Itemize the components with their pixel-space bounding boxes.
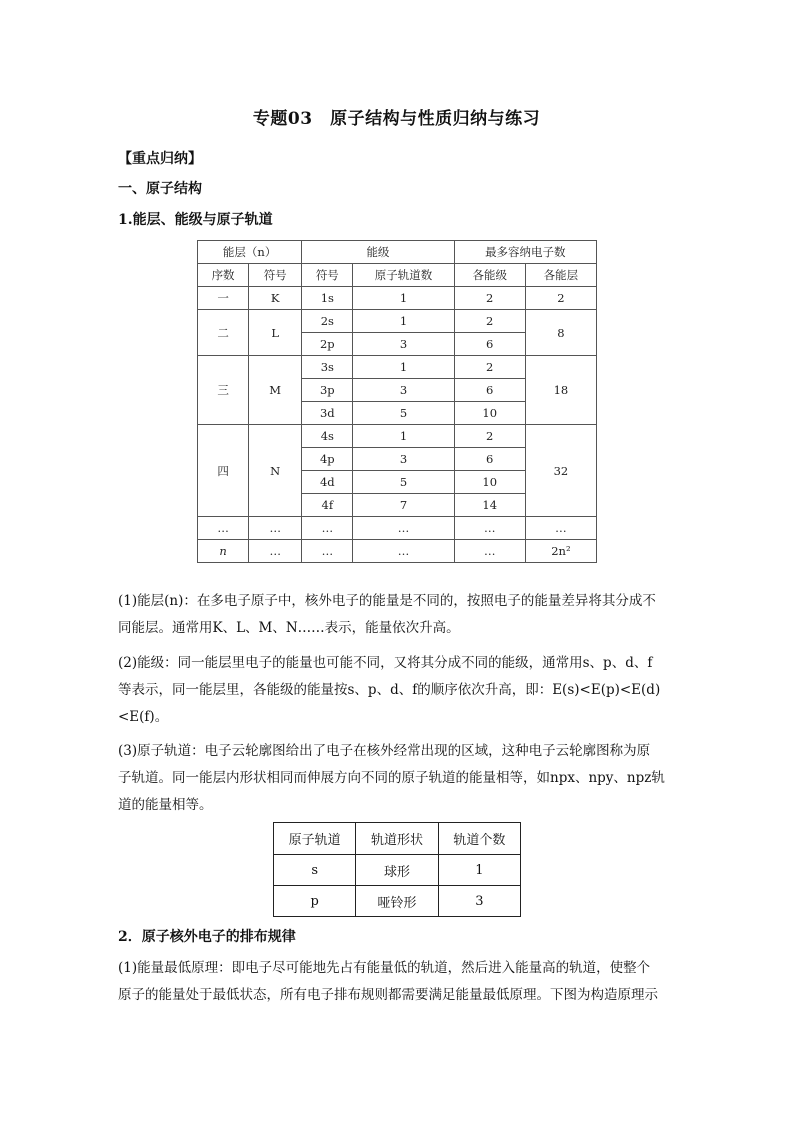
table-cell: M [249,356,302,425]
table-cell: 2s [302,310,353,333]
table-cell: 3s [302,356,353,379]
table-cell: 6 [454,333,525,356]
table-cell: 14 [454,494,525,517]
table-cell: L [249,310,302,356]
orbital-shape-table [273,822,521,917]
th-sym2: 符号 [302,264,353,287]
table-cell: … [353,517,454,540]
table-cell: 哑铃形 [356,886,438,917]
table-cell: 3 [353,333,454,356]
table-cell: 1 [438,855,520,886]
text-line: (3)原子轨道：电子云轮廓图给出了电子在核外经常出现的区域，这种电子云轮廓图称为原 [118,743,651,759]
table-cell: 四 [198,425,249,517]
table-cell: … [454,517,525,540]
table-cell: 1 [353,287,454,310]
table-cell: 6 [454,448,525,471]
paragraph-energy-layer [118,588,678,642]
table-cell: 3 [438,886,520,917]
th-layer: 能层（n） [198,241,302,264]
text-line: (1)能层(n)：在多电子原子中，核外电子的能量是不同的，按照电子的能量差异将其分成不 [118,593,656,609]
table-cell: 32 [525,425,596,517]
table-cell: p [274,886,356,917]
table-cell: 二 [198,310,249,356]
table-cell: … [198,517,249,540]
table-cell: N [249,425,302,517]
table-cell: 三 [198,356,249,425]
th-orbital: 原子轨道 [274,823,356,855]
th-count: 轨道个数 [438,823,520,855]
paragraph-atomic-orbital [118,738,678,819]
table-cell: 2 [454,356,525,379]
subsection-2-heading: 2．原子核外电子的排布规律 [118,929,296,945]
text-line: 道的能量相等。 [118,797,213,813]
table-cell: … [249,517,302,540]
table-cell: 2n² [525,540,596,563]
table-cell: 球形 [356,855,438,886]
paragraph-lowest-energy [118,955,678,1009]
table-cell: 18 [525,356,596,425]
table-cell: 1 [353,425,454,448]
text-line: 原子的能量处于最低状态，所有电子排布规则都需要满足能量最低原理。下图为构造原理示 [118,987,658,1003]
table-cell: 4p [302,448,353,471]
table-cell: 6 [454,379,525,402]
table-cell: 2 [454,310,525,333]
table-cell: K [249,287,302,310]
table-cell: 2p [302,333,353,356]
th-each-level: 各能级 [454,264,525,287]
table-cell: 8 [525,310,596,356]
text-line: <E(f)。 [118,709,169,725]
text-line: 等表示，同一能层里，各能级的能量按s、p、d、f的顺序依次升高，即：E(s)<E(p)<E(d) [118,682,661,698]
th-sym: 符号 [249,264,302,287]
table-cell: 10 [454,402,525,425]
table-cell: 2 [454,287,525,310]
energy-levels-table [197,240,597,563]
table-cell: 4s [302,425,353,448]
paragraph-energy-level [118,650,678,731]
table-cell: 10 [454,471,525,494]
table-cell: 5 [353,402,454,425]
table-cell: … [302,540,353,563]
text-line: 子轨道。同一能层内形状相同而伸展方向不同的原子轨道的能量相等，如npx、npy、npz轨 [118,770,665,786]
table-cell: 1s [302,287,353,310]
subsection-1-heading: 1.能层、能级与原子轨道 [118,212,273,228]
table-cell: 5 [353,471,454,494]
table-cell: … [525,517,596,540]
table-cell: s [274,855,356,886]
th-each-layer: 各能层 [525,264,596,287]
th-max: 最多容纳电子数 [454,241,596,264]
table-cell: … [353,540,454,563]
th-seq: 序数 [198,264,249,287]
table-cell: n [198,540,249,563]
th-shape: 轨道形状 [356,823,438,855]
section-key-heading: 【重点归纳】 [118,151,202,167]
table-cell: 1 [353,356,454,379]
table-cell: 4f [302,494,353,517]
table-cell: 4d [302,471,353,494]
text-line: (2)能级：同一能层里电子的能量也可能不同，又将其分成不同的能级，通常用s、p、d、f [118,655,653,671]
table-cell: 3 [353,448,454,471]
table-cell: 2 [525,287,596,310]
table-cell: 3 [353,379,454,402]
section-1-heading: 一、原子结构 [118,181,202,197]
table-cell: … [249,540,302,563]
table-cell: 3d [302,402,353,425]
table-cell: 3p [302,379,353,402]
th-level: 能级 [302,241,454,264]
text-line: (1)能量最低原理：即电子尽可能地先占有能量低的轨道，然后进入能量高的轨道，使整个 [118,960,651,976]
th-orb: 原子轨道数 [353,264,454,287]
table-cell: 7 [353,494,454,517]
table-cell: … [454,540,525,563]
page-title: 专题03 原子结构与性质归纳与练习 [252,109,541,129]
table-cell: 一 [198,287,249,310]
text-line: 同能层。通常用K、L、M、N……表示，能量依次升高。 [118,620,460,636]
table-cell: … [302,517,353,540]
table-cell: 1 [353,310,454,333]
table-cell: 2 [454,425,525,448]
